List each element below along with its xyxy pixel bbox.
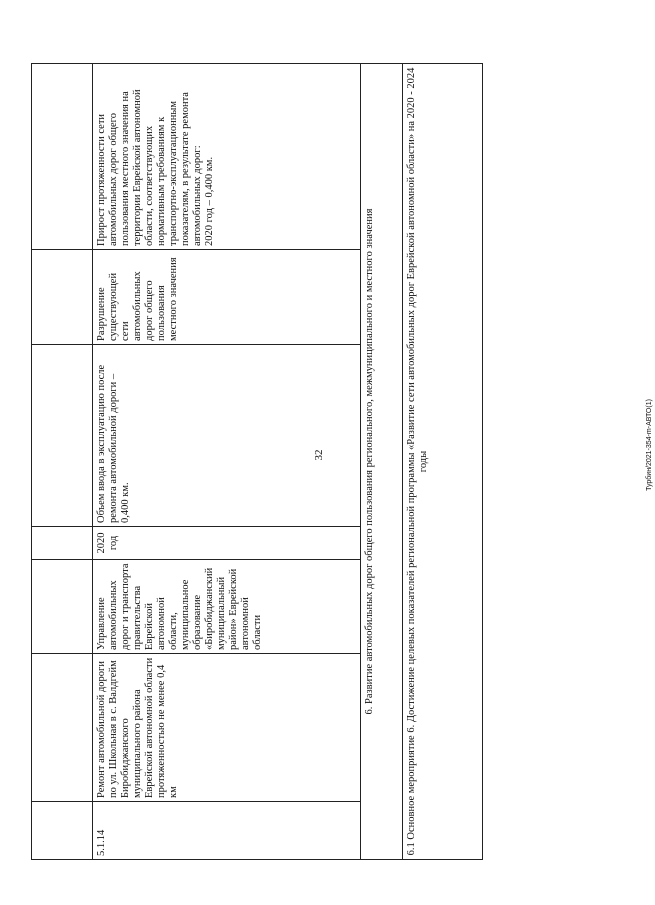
row-number-cell: 5.1.14 (93, 802, 361, 860)
rotated-table-wrapper (31, 64, 463, 860)
section-6-heading: 6. Развитие автомобильных дорог общего пользования регионального, межмуниципального и местного значения (361, 64, 403, 860)
section-6-1-heading: 6.1 Основное мероприятие 6. Достижение целевых показателей региональной программы «Развитие сети автомобильных дорог Еврейской автономной области» на 2020 - 2024 годы (403, 64, 483, 860)
subsection-heading-row (403, 64, 483, 860)
empty-cell (32, 560, 93, 654)
measure-name-cell: Ремонт автомобильной дороги по ул. Школьная в с. Валдгейм Биробиджанского муниципального района Еврейской автономной области протяженностью не менее 0,4 км (93, 654, 361, 802)
section-heading-row (361, 64, 403, 860)
indicator-text: Прирост протяженности сети автомобильных дорог общего пользования местного значения на территории Еврейской автономной области, соответствующих нормативным требованиям к транспортно-эксплуатационным показателям, в результате ремонта автомобильных дорог: (96, 89, 203, 246)
deadline-unit: год (107, 535, 119, 551)
executor-cell: Управление автомобильных дорог и транспорта правительства Еврейской автономной области, муниципальное образование «Биробиджанский муниципальный район» Еврейской автономной области (93, 560, 361, 654)
table-top-continuation-row (32, 64, 93, 860)
empty-cell (32, 250, 93, 345)
empty-cell (32, 802, 93, 860)
deadline-cell (93, 527, 361, 560)
empty-cell (32, 527, 93, 560)
indicator-value: 2020 год – 0,400 км. (203, 156, 215, 246)
document-footer-id: Турбин/2021-354-m-АВТО(1) (646, 399, 653, 491)
empty-cell (32, 345, 93, 527)
empty-cell (32, 64, 93, 250)
table-row (93, 64, 361, 860)
consequences-cell: Разрушение существующей сети автомобильных дорог общего пользования местного значения (93, 250, 361, 345)
deadline-year: 2020 (96, 532, 107, 554)
empty-cell (32, 654, 93, 802)
indicator-cell (93, 64, 361, 250)
expected-result-cell: Объем ввода в эксплуатацию после ремонта автомобильной дороги – 0,400 км. (93, 345, 361, 527)
page-number: 32 (313, 449, 325, 461)
program-table (31, 63, 483, 860)
